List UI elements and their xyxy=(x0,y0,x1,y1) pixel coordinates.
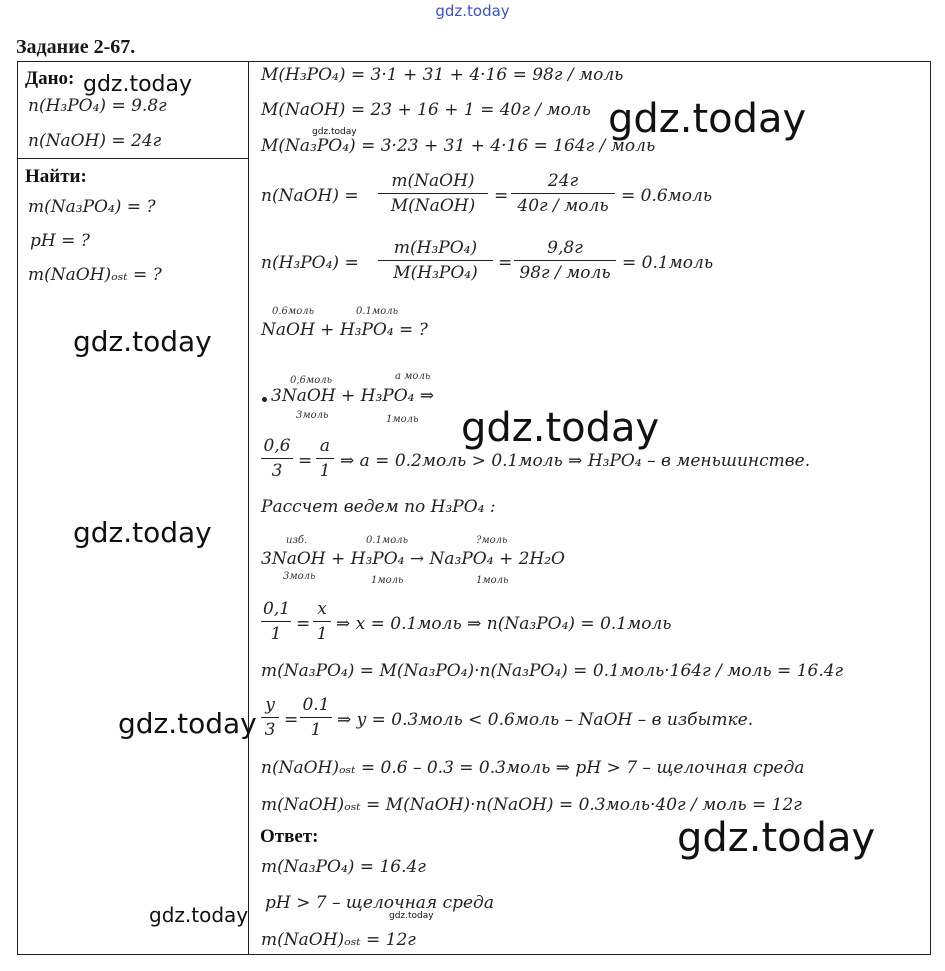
ratio1-eq: = xyxy=(298,451,313,471)
answer-line-1: m(Na₃PO₄) = 16.4г xyxy=(261,857,426,877)
ratio2-num2: x xyxy=(317,599,327,619)
mr-below-1: 3моль xyxy=(283,571,316,582)
ratio3-eq: = xyxy=(284,710,299,730)
ratio2-text: ⇒ x = 0.1моль ⇒ n(Na₃PO₄) = 0.1моль xyxy=(336,614,672,634)
watermark: gdz.today xyxy=(149,903,249,927)
ratio3-den2: 1 xyxy=(310,720,322,740)
ratio1-num1: 0,6 xyxy=(263,436,291,456)
ratio2-frac1 xyxy=(261,599,291,644)
ratio1-den2: 1 xyxy=(319,461,331,481)
watermark: gdz.today xyxy=(118,707,257,740)
h3po4-moles-frac1 xyxy=(378,238,493,283)
ratio1-text: ⇒ a = 0.2моль > 0.1моль ⇒ H₃PO₄ – в меньшинстве. xyxy=(340,451,811,471)
mr-above-2: 0.1моль xyxy=(366,535,409,546)
ratio2-eq: = xyxy=(296,614,311,634)
watermark: gdz.today xyxy=(461,405,660,451)
ratio2-num1: 0,1 xyxy=(263,599,291,619)
ratio3-num2: 0.1 xyxy=(302,695,330,715)
watermark: gdz.today xyxy=(677,815,876,861)
find-line-2: pH = ? xyxy=(30,231,90,251)
naoh-moles-frac1 xyxy=(378,171,488,216)
mr-below-2: 1моль xyxy=(371,575,404,586)
ratio3-frac2 xyxy=(300,695,332,740)
task-title: Задание 2-67. xyxy=(16,36,136,58)
excess-line: n(NaOH)ₒₛₜ = 0.6 – 0.3 = 0.3моль ⇒ pH > 7 – щелочная среда xyxy=(261,758,805,778)
ratio1-num2: а xyxy=(319,436,331,456)
watermark: gdz.today xyxy=(608,96,807,142)
answer-heading: Ответ: xyxy=(260,826,319,847)
ratio2-den1: 1 xyxy=(270,624,282,644)
rc-below-1: 3моль xyxy=(296,410,329,421)
mr-above-1: изб. xyxy=(286,535,308,546)
ratio1-frac2 xyxy=(316,436,334,481)
excess-mass: m(NaOH)ₒₛₜ = M(NaOH)·n(NaOH) = 0.3моль·40г / моль = 12г xyxy=(261,795,802,815)
molar-mass-na3po4: M(Na₃PO₄) = 3·23 + 31 + 4·16 = 164г / моль xyxy=(261,136,656,156)
rq-above-2: 0.1моль xyxy=(356,306,399,317)
naoh-moles-frac2 xyxy=(511,171,615,216)
ratio1-den1: 3 xyxy=(271,461,283,481)
mr-below-3: 1моль xyxy=(476,575,509,586)
watermark: gdz.today xyxy=(312,127,357,137)
h3po4-moles-lhs: n(H₃PO₄) = xyxy=(261,253,359,273)
watermark: gdz.today xyxy=(389,911,434,921)
given-line-1: n(H₃PO₄) = 9.8г xyxy=(28,96,167,116)
h3po4-frac2-num: 9,8г xyxy=(547,238,583,258)
naoh-frac1-den: M(NaOH) xyxy=(390,196,476,216)
naoh-frac2-num: 24г xyxy=(547,171,579,191)
reaction-question: NaOH + H₃PO₄ = ? xyxy=(261,320,428,340)
h3po4-moles-frac2 xyxy=(514,238,616,283)
ratio2-den2: 1 xyxy=(316,624,328,644)
given-line-2: n(NaOH) = 24г xyxy=(28,131,162,151)
mass-line: m(Na₃PO₄) = M(Na₃PO₄)·n(Na₃PO₄) = 0.1моль·164г / моль = 16.4г xyxy=(261,661,844,681)
ratio3-num1: y xyxy=(265,695,275,715)
find-line-1: m(Na₃PO₄) = ? xyxy=(28,197,156,217)
ratio3-frac1 xyxy=(261,695,279,740)
h3po4-frac2-den: 98г / моль xyxy=(519,263,611,283)
molar-mass-h3po4: M(H₃PO₄) = 3·1 + 31 + 4·16 = 98г / моль xyxy=(261,65,624,85)
naoh-moles-eq: = xyxy=(494,186,509,206)
reaction-compare: 3NaOH + H₃PO₄ ⇒ xyxy=(271,386,435,406)
site-link[interactable]: gdz.today xyxy=(435,2,510,20)
answer-line-2: pH > 7 – щелочная среда xyxy=(265,893,494,913)
naoh-frac2-den: 40г / моль xyxy=(517,196,609,216)
rc-below-2: 1моль xyxy=(386,414,419,425)
answer-line-3: m(NaOH)ₒₛₜ = 12г xyxy=(261,930,416,950)
ratio3-den1: 3 xyxy=(264,720,276,740)
rc-above-2: а моль xyxy=(395,371,431,382)
main-reaction: 3NaOH + H₃PO₄ → Na₃PO₄ + 2H₂O xyxy=(261,549,565,569)
h3po4-moles-result: = 0.1моль xyxy=(622,253,714,273)
find-heading: Найти: xyxy=(25,166,87,187)
naoh-moles-result: = 0.6моль xyxy=(621,186,713,206)
naoh-frac1-num: m(NaOH) xyxy=(391,171,475,191)
given-heading: Дано: xyxy=(25,68,75,89)
h3po4-moles-eq: = xyxy=(498,253,513,273)
rc-above-1: 0,6моль xyxy=(290,375,333,386)
naoh-moles-lhs: n(NaOH) = xyxy=(261,186,359,206)
watermark: gdz.today xyxy=(73,325,212,358)
h3po4-frac1-num: m(H₃PO₄) xyxy=(393,238,478,258)
given-divider xyxy=(17,158,249,159)
mr-above-3: ?моль xyxy=(476,535,508,546)
ratio1-frac1 xyxy=(261,436,293,481)
bullet-icon xyxy=(262,397,267,402)
column-divider xyxy=(248,61,249,955)
molar-mass-naoh: M(NaOH) = 23 + 16 + 1 = 40г / моль xyxy=(261,100,591,120)
h3po4-frac1-den: M(H₃PO₄) xyxy=(393,263,478,283)
ratio2-frac2 xyxy=(313,599,331,644)
find-line-3: m(NaOH)ₒₛₜ = ? xyxy=(28,265,162,285)
watermark: gdz.today xyxy=(73,516,212,549)
ratio3-text: ⇒ y = 0.3моль < 0.6моль – NaOH – в избытке. xyxy=(337,710,754,730)
rq-above-1: 0.6моль xyxy=(272,306,315,317)
calc-note: Рассчет ведем по H₃PO₄ : xyxy=(261,497,496,517)
watermark: gdz.today xyxy=(83,72,193,97)
